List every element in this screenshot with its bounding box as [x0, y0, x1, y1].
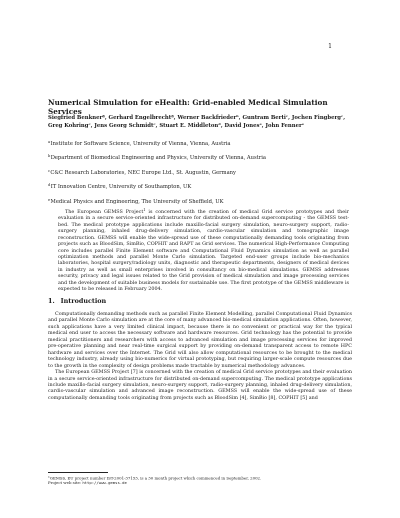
affiliation-list	[48, 135, 358, 207]
affiliation-e: $^e$Medical Physics and Engineering, The University of Sheffield, UK	[48, 197, 224, 205]
affiliation-d: $^d$IT Innovation Centre, University of Southampton, UK	[48, 183, 192, 191]
page-number: 1	[328, 43, 332, 50]
section-heading-introduction: 1. Introduction	[48, 297, 107, 305]
affiliation-c: $^c$C&C Research Laboratories, NEC Europe Ltd., St. Augustin, Germany	[48, 168, 236, 176]
footnote-rule	[48, 472, 108, 473]
paper-title: Numerical Simulation for eHealth: Grid-enabled Medical Simulation Services	[48, 98, 328, 116]
footnote-line-2: Project web site: http://www.gemss.de	[48, 480, 127, 486]
abstract: The European GEMSS Project$^1$ is concerned with the creation of medical Grid service prototypes and their evaluation in a secure service-oriented infrastructure for distributed on-demand supercomputing - the GEMSS test-bed. The medical prototype applications include maxillo-facial surgery simulation, neuro-surgery support, radio-surgery planning, inhaled drug-delivery simulation, cardio-vascular simulation and tomographic image reconstruction. GEMSS will enable the wide-spread use of these computationally demanding tools originating from projects such as BloodSim, SimBio, COPHIT and RAPT as Grid services. The numerical High-Performance Computing core includes parallel Finite Element software and Computational Fluid Dynamics simulation as well as parallel optimization methods and parallel Monte Carlo simulation. Targeted end-user groups include bio-mechanics laboratories, hospital surgery/radiology units, diagnostic and therapeutic departments, designers of medical devices in industry as well as small enterprises involved in consultancy on bio-medical simulations. GEMSS addresses security, privacy and legal issues related to the Grid provision of medical simulation and image processing services and the development of suitable business models for sustainable use. The first prototype of the GEMSS middleware is expected to be released in February 2004.	[58, 208, 349, 293]
introduction-body	[48, 311, 352, 401]
footnote-line-1: $^1$GEMSS, EU project number IST-2001-37153, is a 30 month project which commenced in September, 2002.	[48, 475, 262, 481]
paragraph: Computationally demanding methods such as parallel Finite Element Modelling, parallel Computational Fluid Dynamics and parallel Monte Carlo simulation are at the core of many advanced bio-medical simulation applications. Often, however, such applications have a very limited clinical impact, because there is no convenient or practical way for the typical medical end user to access the necessary software and hardware resources. Grid technology has the potential to provide medical practitioners and researchers with access to advanced simulation and image processing services for improved pre-operative planning and near real-time surgical support by providing on-demand transparent access to remote HPC hardware and services over the Internet. The Grid will also allow computational resources to be brought to the medical technology industry, already using bio-numerics for virtual prototyping, but requiring larger-scale compute resources due to the growth in the complexity of design problems made tractable by numerical methodology advances.	[48, 311, 352, 369]
author-list: Siegfried Benknerª, Gerhard Engelbrechtª, Werner Backfriederᵇ, Guntram Bertiᶜ, Jochen Fingbergᶜ, Greg Kohringᶜ, Jens Georg Schmidtᶜ, Stuart E. Middletonᵈ, David Jonesᵉ, John Fennerᵉ	[48, 115, 346, 129]
affiliation-b: $^b$Department of Biomedical Engineering and Physics, University of Vienna, Austria	[48, 154, 266, 162]
project-url-link[interactable]: http://www.gemss.de	[82, 480, 127, 486]
affiliation-a: $^a$Institute for Software Science, University of Vienna, Vienna, Austria	[48, 140, 231, 147]
paragraph: The European GEMSS Project [7] is concerned with the creation of medical Grid service prototypes and their evaluation in a secure service-oriented infrastructure for distributed on-demand supercomputing. The medical prototype applications include maxillo-facial surgery simulation, neuro-surgery support, radio-surgery planning, inhaled drug-delivery simulation, cardio-vascular simulation and advanced image reconstruction. GEMSS will enable the wide-spread use of these computationally demanding tools originating from projects such as BloodSim [4], SimBio [8], COPHIT [5] and	[48, 369, 352, 401]
footnote	[48, 475, 352, 485]
footnote-marker: 1	[143, 208, 146, 212]
